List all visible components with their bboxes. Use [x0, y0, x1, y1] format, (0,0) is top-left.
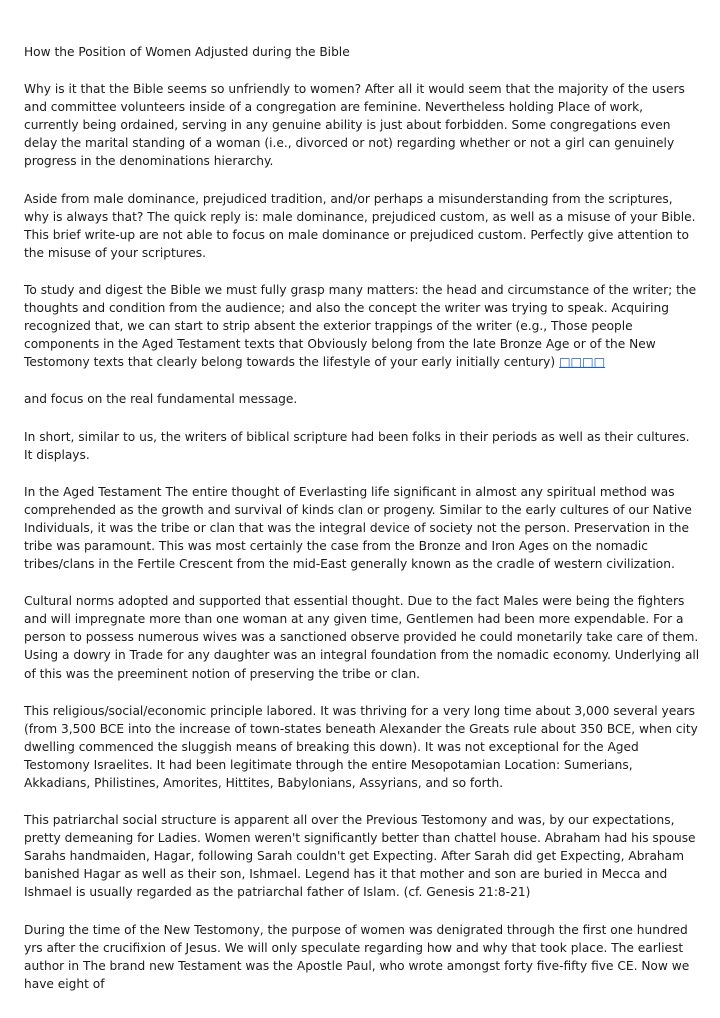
- paragraph: and focus on the real fundamental message.: [24, 392, 298, 407]
- paragraph-with-link: [24, 281, 700, 371]
- paragraph: Why is it that the Bible seems so unfriendly to women? After all it would seem that the majority of the users and committee volunteers inside of a congregation are feminine. Nevertheless holding Place of work, currently being ordained, serving in any genuine ability is just about forbidden. Some congregations even delay the marital standing of a woman (i.e., divorced or not) regarding whether or not a girl can genuinely progress in the denominations hierarchy.: [24, 82, 685, 169]
- paragraph: This religious/social/economic principle labored. It was thriving for a very long time about 3,000 several years (from 3,500 BCE into the increase of town-states beneath Alexander the Greats rule about 350 BCE, when city dwelling commenced the sluggish means of breaking this down). It was not exceptional for the Aged Testomony Israelites. It had been legitimate through the entire Mesopotamian Location: Sumerians, Akkadians, Philistines, Amorites, Hittites, Babylonians, Assyrians, and so forth.: [24, 703, 698, 790]
- paragraph: This patriarchal social structure is apparent all over the Previous Testomony and was, by our expectations, pretty demeaning for Ladies. Women weren't significantly better than chattel house. Abraham had his spouse Sarahs handmaiden, Hagar, following Sarah couldn't get Expecting. After Sarah did get Expecting, Abraham banished Hagar as well as their son, Ishmael. Legend has it that mother and son are buried in Mecca and Ishmael is usually regarded as the patriarchal father of Islam. (cf. Genesis 21:8-21): [24, 813, 696, 900]
- paragraph: In the Aged Testament The entire thought of Everlasting life significant in almost any spiritual method was comprehended as the growth and survival of kinds clan or progeny. Similar to the early cultures of our Native Individuals, it was the tribe or clan that was the integral device of society not the person. Preservation in the tribe was paramount. This was most certainly the case from the Bronze and Iron Ages on the nomadic tribes/clans in the Fertile Crescent from the mid-East generally known as the cradle of western civilization.: [24, 484, 692, 572]
- document-title: How the Position of Women Adjusted during the Bible: [24, 45, 350, 59]
- paragraph: During the time of the New Testomony, the purpose of women was denigrated through the first one hundred yrs after the crucifixion of Jesus. We will only speculate regarding how and why that took place. The earliest author in The brand new Testament was the Apostle Paul, who wrote amongst forty five-fifty five CE. Now we have eight of: [24, 922, 690, 991]
- paragraph-text: To study and digest the Bible we must fully grasp many matters: the head and circumstance of the writer; the thoughts and condition from the audience; and also the concept the writer was trying to speak. Acquiring recognized that, we can start to strip absent the exterior trappings of the writer (e.g., Those people components in the Aged Testament texts that Obviously belong from the late Bronze Age or of the New Testomony texts that clearly belong towards the lifestyle of your early initially century): [24, 282, 697, 370]
- paragraph: In short, similar to us, the writers of biblical scripture had been folks in their periods as well as their cultures. It displays.: [24, 429, 690, 462]
- inline-link[interactable]: □□□□: [559, 355, 606, 370]
- paragraph: Aside from male dominance, prejudiced tradition, and/or perhaps a misunderstanding from the scriptures, why is always that? The quick reply is: male dominance, prejudiced custom, as well as a misuse of your Bible. This brief write-up are not able to focus on male dominance or prejudiced custom. Perfectly give attention to the misuse of your scriptures.: [24, 191, 696, 260]
- paragraph: Cultural norms adopted and supported that essential thought. Due to the fact Males were being the fighters and will impregnate more than one woman at any given time, Gentlemen had been more expendable. For a person to possess numerous wives was a sanctioned observe provided he could monetarily take care of them. Using a dowry in Trade for any daughter was an integral foundation from the nomadic economy. Underlying all of this was the preeminent notion of preserving the tribe or clan.: [24, 594, 700, 681]
- document-body: [24, 0, 700, 993]
